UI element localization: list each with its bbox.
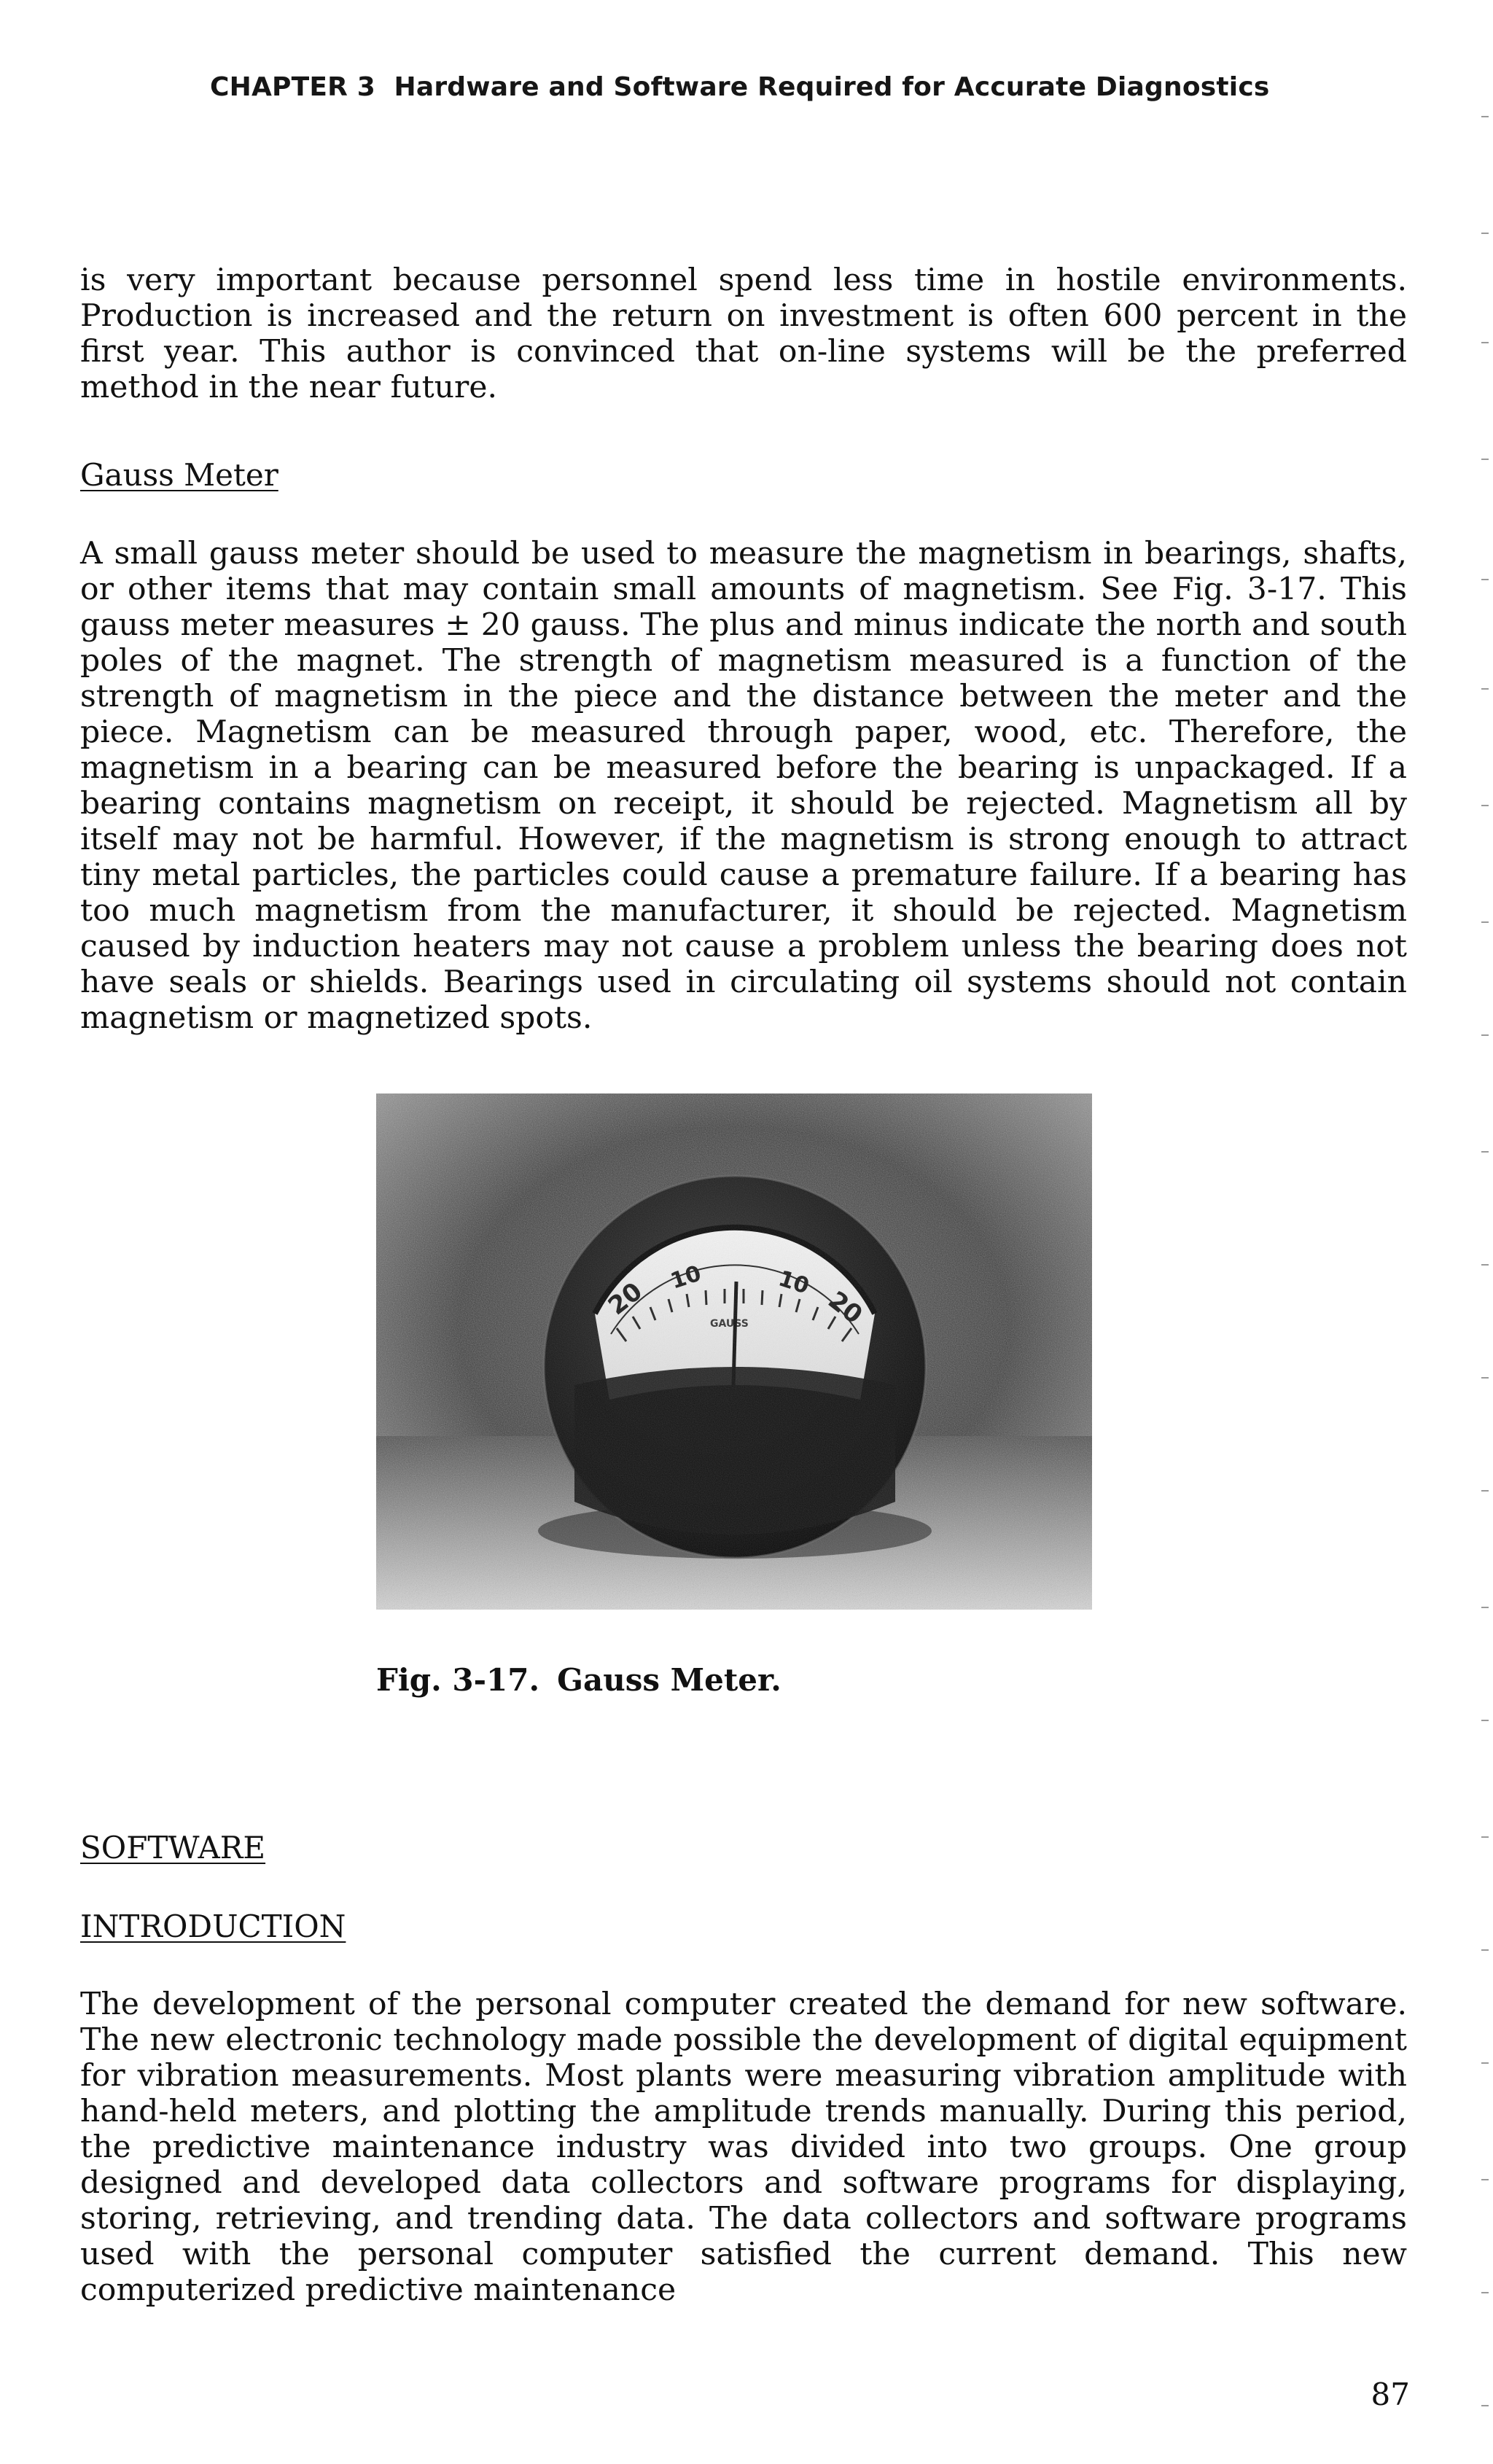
intro-paragraph: is very important because personnel spend less time in hostile environments. Production is increased and the return on investment is often 600 percent in the first year. This author is convinced that on-line systems will be the preferred method in the near future. xyxy=(80,262,1407,405)
introduction-subheading: INTRODUCTION xyxy=(80,1909,346,1944)
gauss-meter-illustration xyxy=(376,1093,1092,1610)
software-intro-paragraph: The development of the personal computer created the demand for new software. The new electronic technology made possible the development of digital equipment for vibration measurements. Most plants were measuring vibration amplitude with hand-held meters, and plotting the amplitude trends manually. During this period, the predictive maintenance industry was divided into two groups. One group designed and developed data collectors and software programs for displaying, storing, retrieving, and trending data. The data collectors and software programs used with the personal computer satisfied the current demand. This new computerized predictive maintenance xyxy=(80,1987,1407,2308)
figure-caption-number: Fig. 3-17. xyxy=(376,1662,540,1698)
figure-caption-text: Gauss Meter. xyxy=(557,1662,781,1698)
figure-caption xyxy=(376,1662,781,1699)
software-heading: SOFTWARE xyxy=(80,1830,266,1865)
running-head-chapter: CHAPTER 3 xyxy=(210,72,376,102)
gauss-meter-paragraph: A small gauss meter should be used to measure the magnetism in bearings, shafts, or other items that may contain small amounts of magnetism. See Fig. 3-17. This gauss meter measures ± 20 gauss. The plus and minus indicate the north and south poles of the magnet. The strength of magnetism measured is a function of the strength of magnetism in the piece and the distance between the meter and the piece. Magnetism can be measured through paper, wood, etc. Therefore, the magnetism in a bearing can be measured before the bearing is unpackaged. If a bearing contains magnetism on receipt, it should be rejected. Magnetism all by itself may not be harmful. However, if the magnetism is strong enough to attract tiny metal particles, the particles could cause a premature failure. If a bearing has too much magnetism from the manufacturer, it should be rejected. Magnetism caused by induction heaters may not cause a problem unless the bearing does not have seals or shields. Bearings used in circulating oil systems should not contain magnetism or magnetized spots. xyxy=(80,536,1407,1036)
page-number: 87 xyxy=(1371,2377,1410,2412)
running-head xyxy=(210,71,1347,104)
gauss-meter-heading: Gauss Meter xyxy=(80,457,278,493)
gauss-meter-photo xyxy=(376,1093,1092,1610)
running-head-title: Hardware and Software Required for Accurate Diagnostics xyxy=(394,72,1270,102)
margin-scan-marks xyxy=(1471,0,1493,2464)
